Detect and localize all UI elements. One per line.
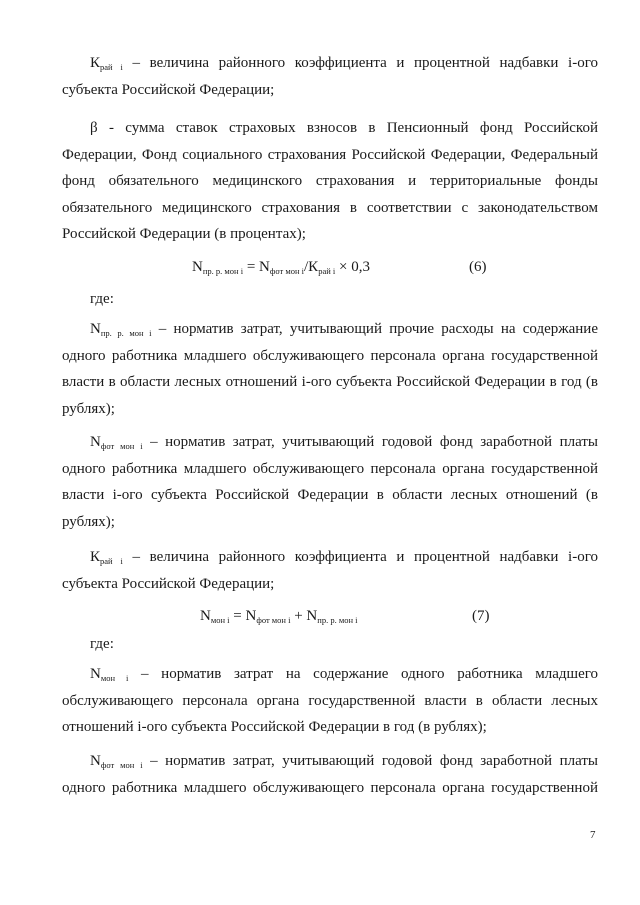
subscript: рай i <box>100 62 123 72</box>
paragraph-text: – величина районного коэффициента и процентной надбавки i-ого субъекта Российской Федерации; <box>62 55 598 98</box>
paragraph-k-rai-definition-2 <box>62 544 598 597</box>
formula-7: $N_{мон i} = N_{фот мон i} + N_{пр. р. мон i}$ <box>200 608 358 625</box>
paragraph-text: – величина районного коэффициента и процентной надбавки i-ого субъекта Российской Федерации; <box>62 549 598 592</box>
subscript: рай i <box>100 556 123 566</box>
formula-6-number: (6) <box>469 259 487 275</box>
paragraph-n-fot-definition-2 <box>62 748 598 801</box>
paragraph-text: – норматив затрат, учитывающий прочие расходы на содержание одного работника младшего обслуживающего персонала органа государственной власти в области лесных отношений i-ого субъекта Российской Федерации в год (в рублях); <box>62 321 598 417</box>
symbol: N <box>90 753 101 769</box>
paragraph-n-fot-definition <box>62 429 598 535</box>
symbol: β <box>90 120 98 136</box>
subscript: фот мон i <box>100 760 143 770</box>
subscript: фот мон i <box>100 441 143 451</box>
formula-6: $N_{пр. р. мон i} = N_{фот мон i}/К_{рай i} \times 0,3$ <box>192 259 370 276</box>
subscript: мон i <box>100 673 129 683</box>
page-number: 7 <box>590 829 596 841</box>
symbol: N <box>90 434 101 450</box>
symbol: N <box>90 321 101 337</box>
subscript: пр. р. мон i <box>100 328 152 338</box>
symbol: К <box>90 549 101 565</box>
paragraph-k-rai-definition <box>62 50 598 103</box>
where-label: где: <box>90 636 114 652</box>
symbol: N <box>90 666 101 682</box>
symbol: К <box>90 55 101 71</box>
paragraph-text: – норматив затрат, учитывающий годовой фонд заработной платы одного работника младшего обслуживающего персонала органа государственной власти i-ого субъекта Российской Федерации в области лесных отношений (в рублях); <box>62 434 598 530</box>
where-label: где: <box>90 291 114 307</box>
paragraph-beta-definition <box>62 115 598 248</box>
formula-7-number: (7) <box>472 608 490 624</box>
paragraph-text: – норматив затрат на содержание одного работника младшего обслуживающего персонала органа государственной власти в области лесных отношений i-ого субъекта Российской Федерации в год (в рублях); <box>62 666 598 735</box>
paragraph-text: – норматив затрат, учитывающий годовой фонд заработной платы одного работника младшего обслуживающего персонала органа государственной <box>62 753 598 796</box>
paragraph-n-mon-definition <box>62 661 598 741</box>
paragraph-text: - сумма ставок страховых взносов в Пенсионный фонд Российской Федерации, Фонд социального страхования Российской Федерации, Федеральный фонд обязательного медицинского страхования и территориальные фонды обязательного медицинского страхования в соответствии с законодательством Российской Федерации (в процентах); <box>62 120 598 242</box>
paragraph-n-pr-definition <box>62 316 598 422</box>
